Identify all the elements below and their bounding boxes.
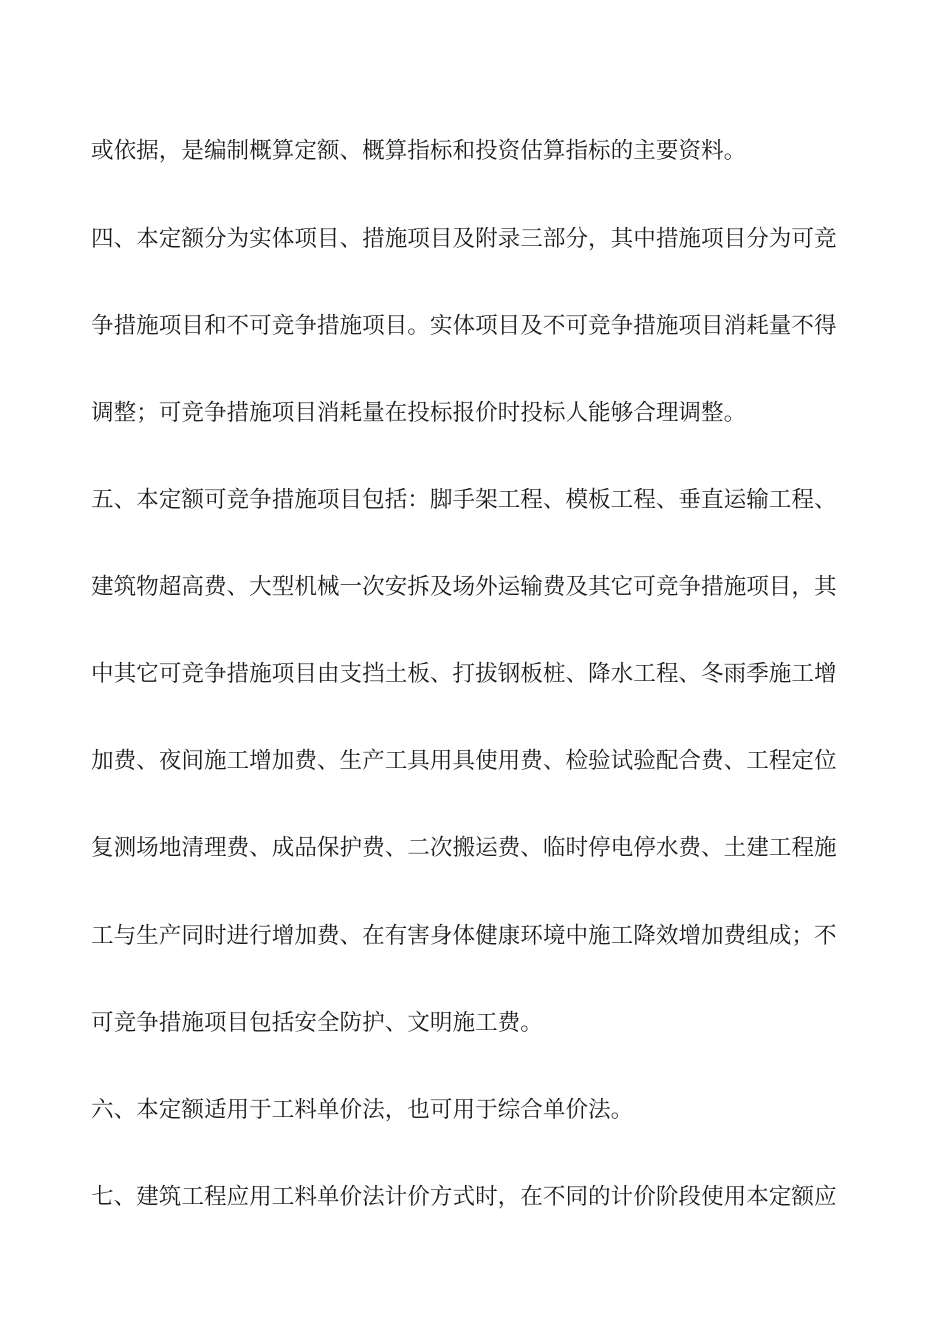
text-line: 工与生产同时进行增加费、在有害身体健康环境中施工降效增加费组成；不 [91, 923, 837, 949]
text-line: 可竞争措施项目包括安全防护、文明施工费。 [91, 1010, 543, 1036]
text-line: 加费、夜间施工增加费、生产工具用具使用费、检验试验配合费、工程定位 [91, 748, 837, 774]
text-line: 争措施项目和不可竞争措施项目。实体项目及不可竞争措施项目消耗量不得 [91, 313, 837, 339]
text-line: 四、本定额分为实体项目、措施项目及附录三部分，其中措施项目分为可竞 [91, 226, 837, 252]
text-line: 调整；可竞争措施项目消耗量在投标报价时投标人能够合理调整。 [91, 400, 747, 426]
text-line: 或依据，是编制概算定额、概算指标和投资估算指标的主要资料。 [91, 138, 747, 164]
text-line: 建筑物超高费、大型机械一次安拆及场外运输费及其它可竞争措施项目，其 [91, 574, 837, 600]
text-line: 五、本定额可竞争措施项目包括：脚手架工程、模板工程、垂直运输工程、 [91, 487, 837, 513]
text-line: 七、建筑工程应用工料单价法计价方式时，在不同的计价阶段使用本定额应 [91, 1184, 837, 1210]
text-line: 中其它可竞争措施项目由支挡土板、打拔钢板桩、降水工程、冬雨季施工增 [91, 661, 837, 687]
text-line: 六、本定额适用于工料单价法，也可用于综合单价法。 [91, 1097, 634, 1123]
text-line: 复测场地清理费、成品保护费、二次搬运费、临时停电停水费、土建工程施 [91, 835, 837, 861]
